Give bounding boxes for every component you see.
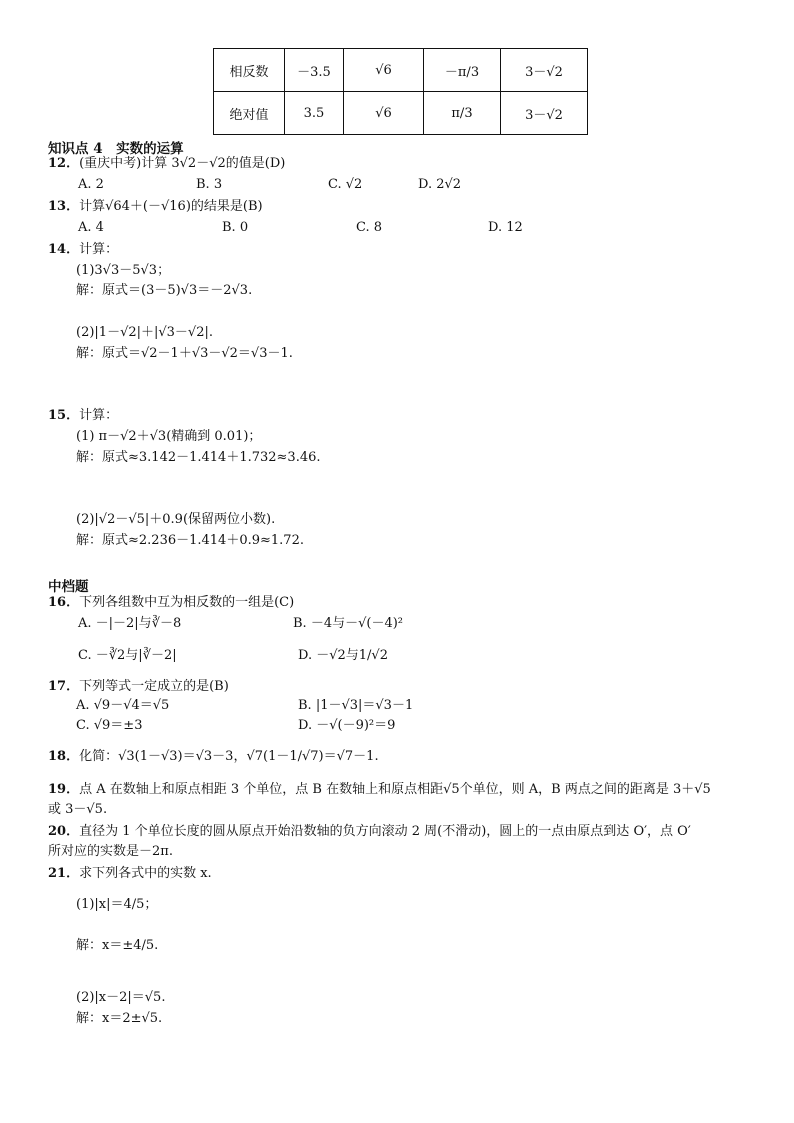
option-d: D. －√(－9)²＝9 — [298, 718, 396, 733]
option-d: D. 12 — [488, 220, 523, 235]
question-16: 16．下列各组数中互为相反数的一组是(C) — [48, 595, 295, 610]
table-cell: －π/3 — [424, 49, 501, 92]
option-b: B. 0 — [222, 220, 249, 235]
option-d: D. －√2与1/√2 — [298, 648, 388, 663]
question-21: 21．求下列各式中的实数 x. — [48, 866, 212, 881]
table-row — [214, 92, 588, 135]
table-cell: 3－√2 — [501, 92, 588, 135]
option-b: B. 3 — [196, 177, 223, 192]
solution-1: 解：x＝±4/5. — [76, 938, 159, 953]
part-1: (1)3√3－5√3； — [76, 263, 171, 278]
part-2: (2)|x－2|＝√5. — [76, 990, 166, 1005]
question-18: 18．化简：√3(1－√3)＝√3－3，√7(1－1/√7)＝√7－1. — [48, 749, 379, 764]
section-title: 知识点 4 实数的运算 — [48, 141, 184, 157]
table-cell: 3－√2 — [501, 49, 588, 92]
option-b: B. |1－√3|＝√3－1 — [298, 698, 414, 713]
solution-1: 解：原式＝(3－5)√3＝－2√3. — [76, 283, 253, 298]
option-a: A. －|－2|与∛－8 — [78, 616, 182, 631]
section-title: 中档题 — [48, 579, 89, 595]
solution-2: 解：原式≈2.236－1.414＋0.9≈1.72. — [76, 533, 304, 548]
question-12: 12．(重庆中考)计算 3√2－√2的值是(D) — [48, 156, 286, 171]
option-c: C. √2 — [328, 177, 363, 192]
option-a: A. √9－√4＝√5 — [76, 698, 170, 713]
table-cell: －3.5 — [285, 49, 344, 92]
value-table — [213, 48, 588, 135]
part-1: (1) π－√2＋√3(精确到 0.01)； — [76, 429, 262, 444]
option-c: C. √9＝±3 — [76, 718, 143, 733]
part-2: (2)|1－√2|＋|√3－√2|. — [76, 325, 214, 340]
part-1: (1)|x|＝4/5； — [76, 897, 158, 912]
table-cell: √6 — [344, 92, 424, 135]
question-19: 19．点 A 在数轴上和原点相距 3 个单位，点 B 在数轴上和原点相距√5个单位，则 A，B 两点之间的距离是 3＋√5 — [48, 782, 711, 797]
question-14: 14．计算： — [48, 242, 119, 257]
table-cell: √6 — [344, 49, 424, 92]
table-cell: π/3 — [424, 92, 501, 135]
question-20-continued: 所对应的实数是－2π. — [48, 844, 173, 859]
question-15: 15．计算： — [48, 408, 119, 423]
solution-2: 解：x＝2±√5. — [76, 1011, 163, 1026]
row-label: 绝对值 — [214, 92, 285, 135]
table-cell: 3.5 — [285, 92, 344, 135]
solution-1: 解：原式≈3.142－1.414＋1.732≈3.46. — [76, 450, 321, 465]
option-c: C. 8 — [356, 220, 383, 235]
solution-2: 解：原式＝√2－1＋√3－√2＝√3－1. — [76, 346, 293, 361]
row-label: 相反数 — [214, 49, 285, 92]
option-a: A. 2 — [78, 177, 104, 192]
option-d: D. 2√2 — [418, 177, 462, 192]
table-row — [214, 49, 588, 92]
option-b: B. －4与－√(－4)² — [293, 616, 403, 631]
part-2: (2)|√2－√5|＋0.9(保留两位小数). — [76, 512, 276, 527]
option-c: C. －∛2与|∛－2| — [78, 648, 177, 663]
option-a: A. 4 — [78, 220, 104, 235]
question-19-continued: 或 3－√5. — [48, 802, 108, 817]
question-20: 20．直径为 1 个单位长度的圆从原点开始沿数轴的负方向滚动 2 周(不滑动)，圆上的一点由原点到达 O′，点 O′ — [48, 824, 691, 839]
question-17: 17．下列等式一定成立的是(B) — [48, 679, 229, 694]
question-13: 13．计算√64＋(－√16)的结果是(B) — [48, 199, 263, 214]
